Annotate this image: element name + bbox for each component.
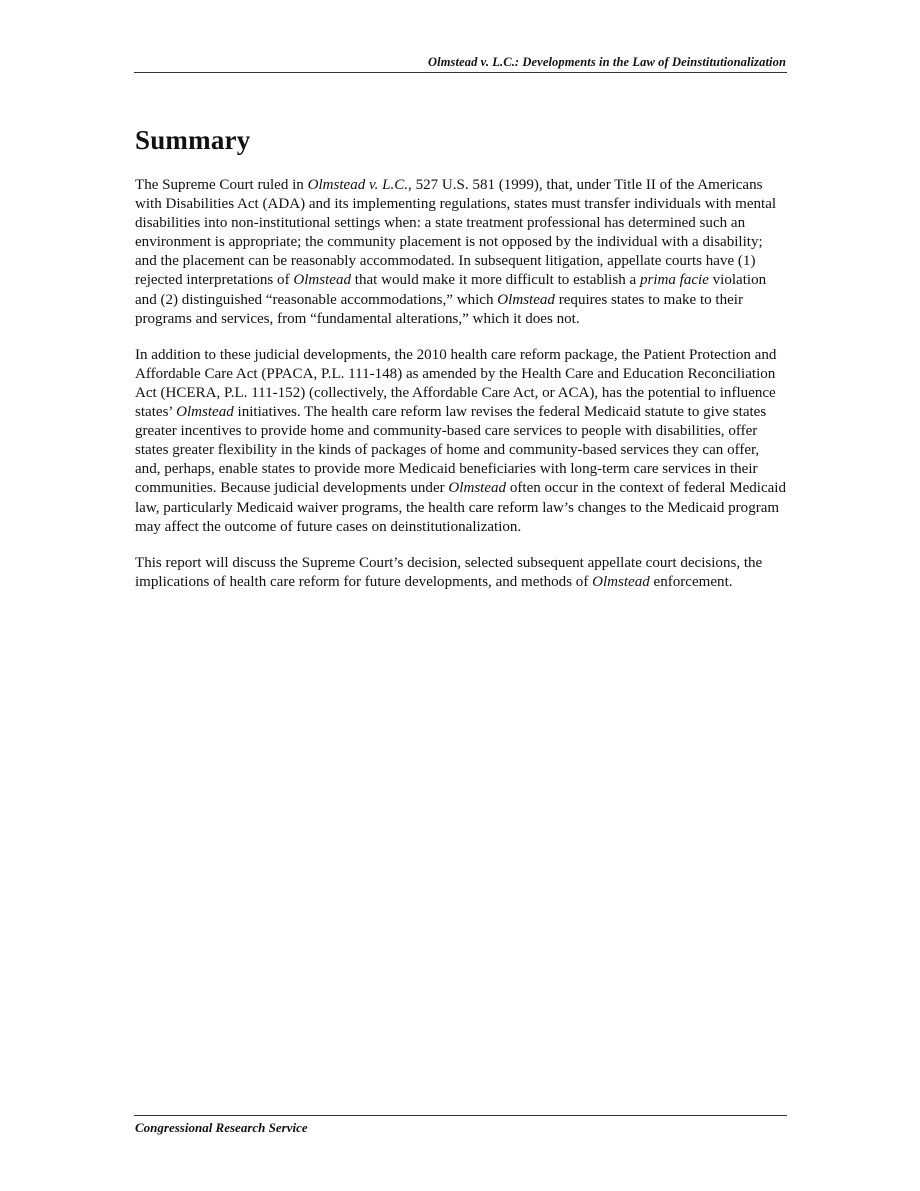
text-segment: enforcement.: [649, 573, 733, 590]
case-name-italic: Olmstead v. L.C.: [307, 177, 409, 193]
case-name-italic: Olmstead: [592, 573, 650, 590]
case-name-italic: Olmstead: [448, 480, 507, 497]
text-segment: initiatives. The health care reform law revises the federal Medicaid statute to give states greater incentives to provide home and community-based care services to people with disabilities, offer states greater flexibility in the kinds of packages of home and community-based services they can offer, and, perhaps, enable states to provide more Medicaid beneficiaries with long-term care services in their communities. Because judicial developments under: [135, 404, 767, 497]
text-segment: requires states to make to their programs and services, from “fundamental alterations,” which it does not.: [135, 291, 743, 327]
text-segment: violation and (2) distinguished “reasonable accommodations,” which: [135, 272, 767, 308]
summary-body: [135, 176, 787, 609]
summary-paragraph-1: [135, 176, 787, 329]
text-segment: that would make it more difficult to establish a: [351, 272, 640, 289]
text-segment: , 527 U.S. 581 (1999), that, under Title II of the Americans with Disabilities Act (ADA) and its implementing regulations, states must transfer individuals with mental disabilities into non-institutional settings when: a state treatment professional has determined such an environment is appropriate; the community placement is not opposed by the individual with a disability; and the placement can be reasonably accommodated. In subsequent litigation, appellate courts have (1) rejected interpretations of: [135, 177, 777, 289]
text-segment: often occur in the context of federal Medicaid law, particularly Medicaid waiver programs, the health care reform law’s changes to the Medicaid program may affect the outcome of future cases on deinstitutionalization.: [135, 480, 787, 535]
case-name-italic: Olmstead: [176, 404, 234, 421]
text-segment: In addition to these judicial developments, the 2010 health care reform package, the Patient Protection and Affordable Care Act (PPACA, P.L. 111-148) as amended by the Health Care and Education Reconciliation Act (HCERA, P.L. 111-152) (collectively, the Affordable Care Act, or ACA), has the potential to influence states’: [135, 346, 777, 421]
header-rule: [134, 72, 787, 73]
footer-label: Congressional Research Service: [135, 1120, 308, 1135]
text-segment: The Supreme Court ruled in: [135, 177, 308, 193]
latin-term-italic: prima facie: [639, 272, 709, 289]
section-title: Summary: [135, 125, 251, 155]
summary-paragraph-2: [135, 346, 787, 537]
case-name-italic: Olmstead: [497, 291, 555, 308]
case-name-italic: Olmstead: [293, 272, 352, 289]
text-segment: This report will discuss the Supreme Court’s decision, selected subsequent appellate court decisions, the implications of health care reform for future developments, and methods of: [135, 554, 763, 590]
running-header-title: Olmstead v. L.C.: Developments in the Law of Deinstitutionalization: [428, 55, 786, 69]
footer-rule: [134, 1115, 787, 1116]
summary-paragraph-3: [135, 554, 787, 592]
